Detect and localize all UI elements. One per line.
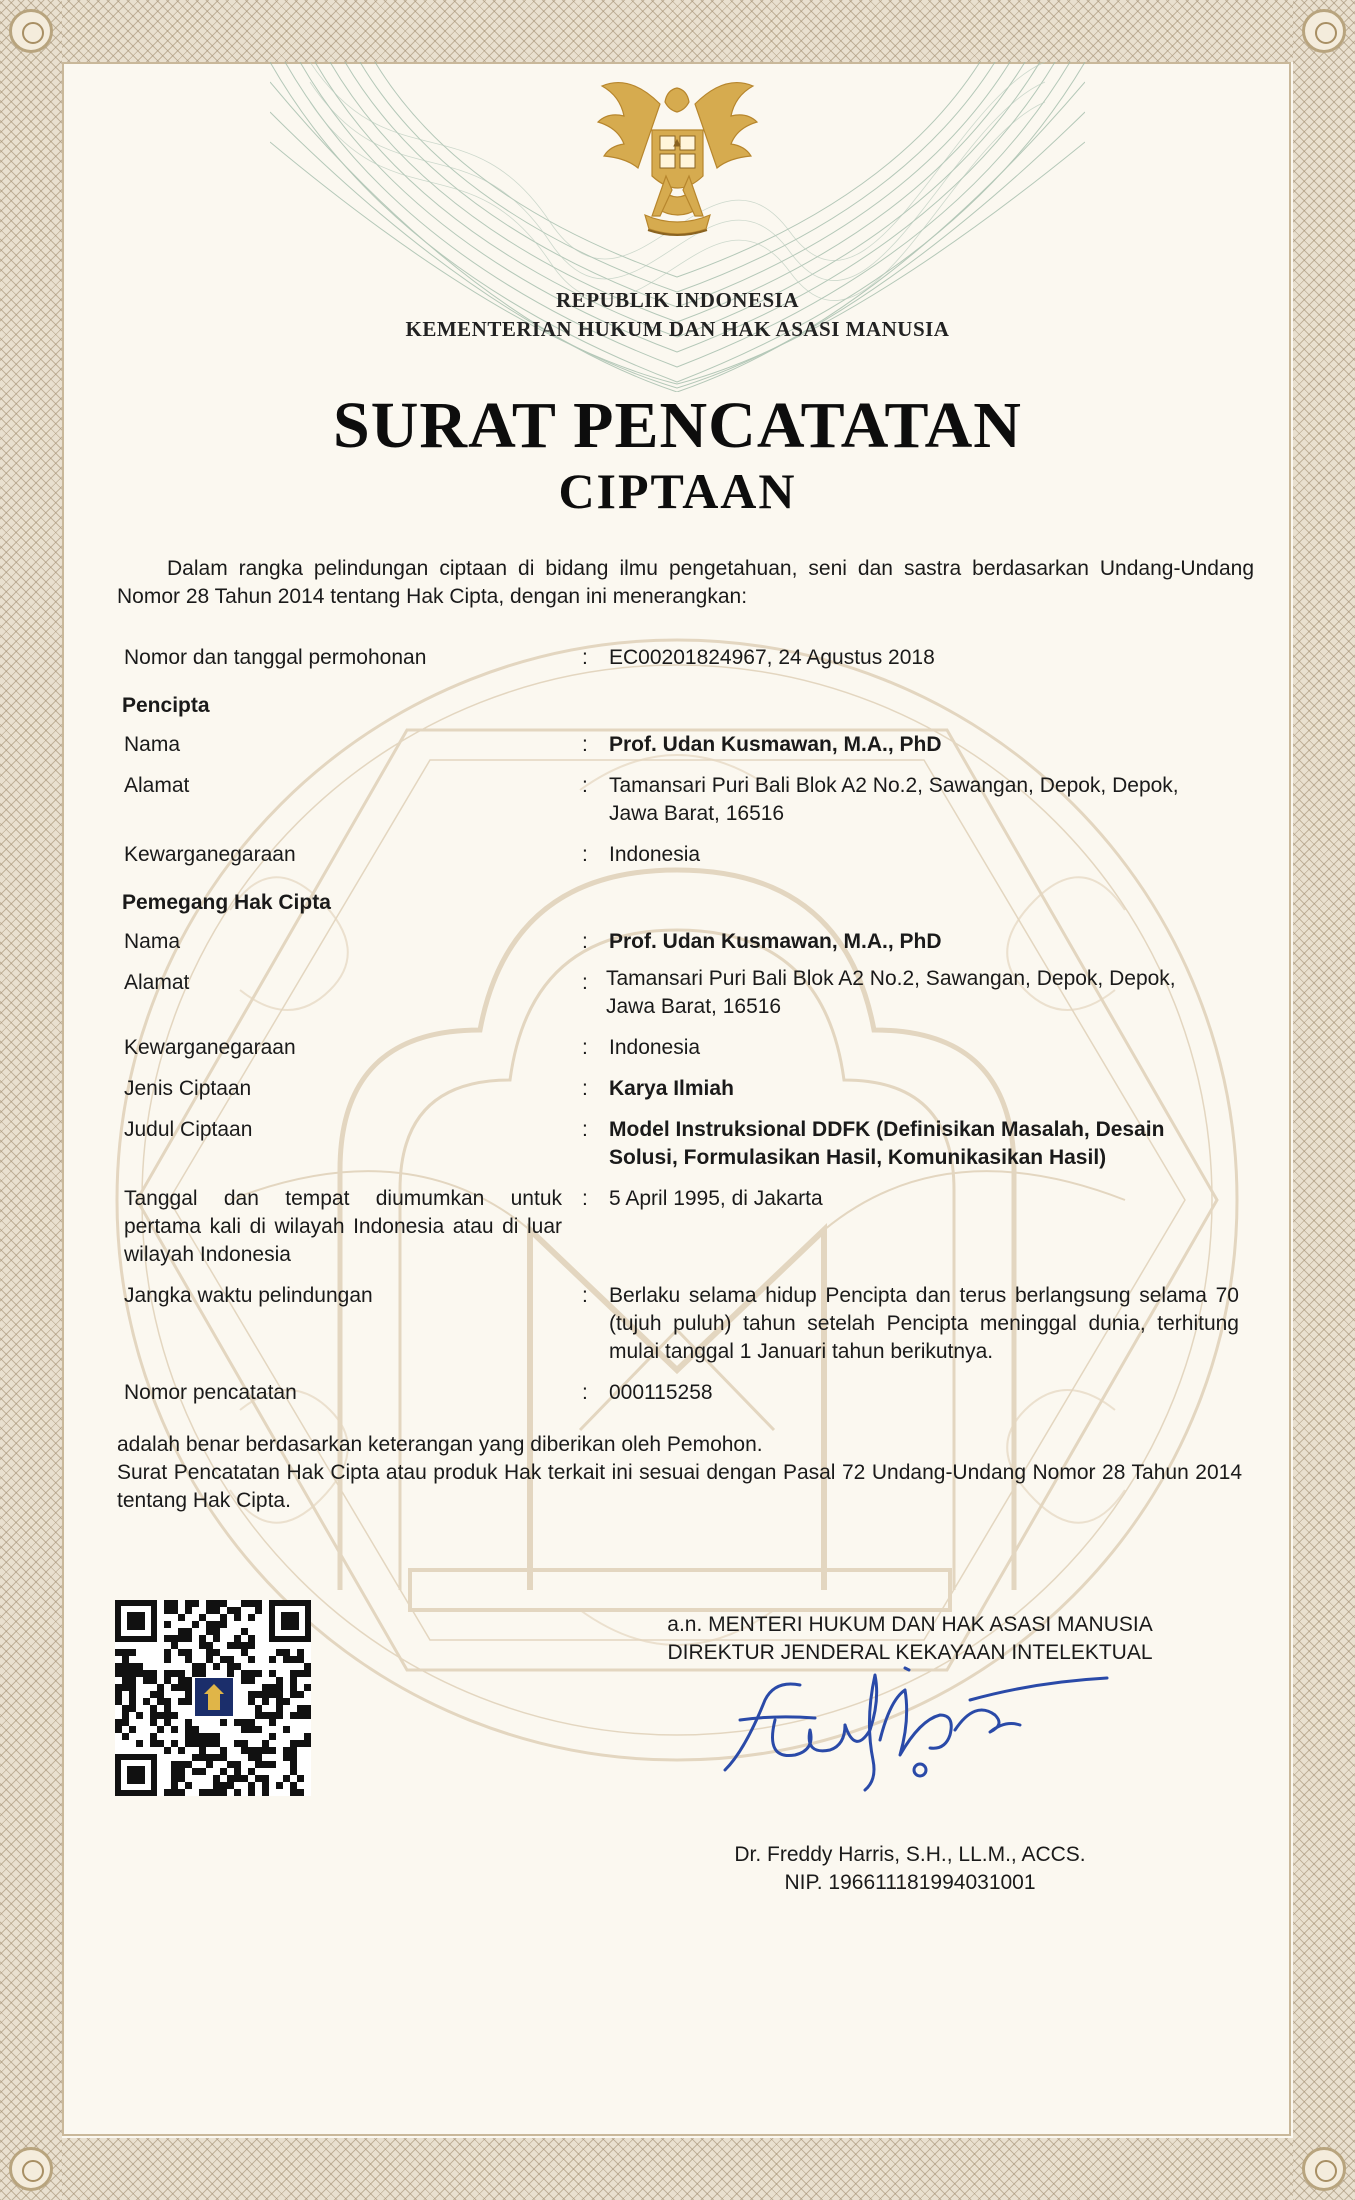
garuda-emblem-icon bbox=[590, 70, 765, 250]
colon: : bbox=[582, 1036, 588, 1059]
application-label: Nomor dan tanggal permohonan bbox=[124, 646, 427, 669]
jenis-ciptaan-label: Jenis Ciptaan bbox=[124, 1077, 252, 1100]
colon: : bbox=[582, 843, 588, 866]
application-value: EC00201824967, 24 Agustus 2018 bbox=[609, 646, 935, 669]
judul-ciptaan-line2: Solusi, Formulasikan Hasil, Komunikasikan Hasil) bbox=[609, 1146, 1107, 1169]
pemegang-nama-value: Prof. Udan Kusmawan, M.A., PhD bbox=[609, 930, 942, 953]
header-republik: REPUBLIK INDONESIA bbox=[556, 288, 799, 312]
intro-paragraph: Dalam rangka pelindungan ciptaan di bidang ilmu pengetahuan, seni dan sastra berdasarkan Undang-Undang Nomor 28 Tahun 2014 tentang Hak Cipta, dengan ini menerangkan: bbox=[117, 557, 1254, 608]
colon: : bbox=[582, 733, 588, 756]
signatory-nip: NIP. 196611181994031001 bbox=[784, 1871, 1036, 1894]
handwritten-signature bbox=[705, 1660, 1115, 1800]
signatory-line1: a.n. MENTERI HUKUM DAN HAK ASASI MANUSIA bbox=[667, 1613, 1153, 1636]
footer-legal-basis: Surat Pencatatan Hak Cipta atau produk Hak terkait ini sesuai dengan Pasal 72 Undang-Undang Nomor 28 Tahun 2014 tentang Hak Cipta. bbox=[117, 1461, 1242, 1512]
colon: : bbox=[582, 1381, 588, 1404]
colon: : bbox=[582, 646, 588, 669]
corner-rosette-icon bbox=[9, 9, 53, 53]
jangka-waktu-value: Berlaku selama hidup Pencipta dan terus berlangsung selama 70 (tujuh puluh) tahun setelah Pencipta meninggal dunia, terhitung mulai tanggal 1 Januari tahun berikutnya. bbox=[609, 1284, 1239, 1363]
pemegang-alamat-line1: Tamansari Puri Bali Blok A2 No.2, Sawangan, Depok, Depok, bbox=[606, 967, 1176, 990]
pemegang-nama-label: Nama bbox=[124, 930, 181, 953]
jenis-ciptaan-value: Karya Ilmiah bbox=[609, 1077, 734, 1100]
corner-rosette-icon bbox=[9, 2147, 53, 2191]
colon: : bbox=[582, 1187, 588, 1210]
judul-ciptaan-line1: Model Instruksional DDFK (Definisikan Masalah, Desain bbox=[609, 1118, 1165, 1141]
jangka-waktu-label: Jangka waktu pelindungan bbox=[124, 1284, 373, 1307]
colon: : bbox=[582, 1118, 588, 1141]
nomor-pencatatan-value: 000115258 bbox=[609, 1381, 713, 1404]
qr-code[interactable] bbox=[115, 1600, 311, 1796]
colon: : bbox=[582, 930, 588, 953]
nomor-pencatatan-label: Nomor pencatatan bbox=[124, 1381, 297, 1404]
section-pencipta-heading: Pencipta bbox=[122, 694, 210, 717]
signatory-name: Dr. Freddy Harris, S.H., LL.M., ACCS. bbox=[734, 1843, 1086, 1866]
pencipta-nama-label: Nama bbox=[124, 733, 181, 756]
pemegang-kewarganegaraan-label: Kewarganegaraan bbox=[124, 1036, 296, 1059]
ornamental-border-bottom bbox=[0, 2138, 1355, 2200]
colon: : bbox=[582, 1284, 588, 1307]
footer-statement: adalah benar berdasarkan keterangan yang diberikan oleh Pemohon. bbox=[117, 1433, 763, 1456]
corner-rosette-icon bbox=[1302, 9, 1346, 53]
document-subtitle: CIPTAAN bbox=[558, 463, 797, 519]
pencipta-alamat-line2: Jawa Barat, 16516 bbox=[609, 802, 785, 825]
colon: : bbox=[582, 774, 588, 797]
tanggal-diumumkan-label: Tanggal dan tempat diumumkan untuk pertama kali di wilayah Indonesia atau di luar wilayah Indonesia bbox=[124, 1187, 562, 1266]
pencipta-alamat-line1: Tamansari Puri Bali Blok A2 No.2, Sawangan, Depok, Depok, bbox=[609, 774, 1179, 797]
ornamental-border-top bbox=[0, 0, 1355, 62]
pencipta-alamat-label: Alamat bbox=[124, 774, 190, 797]
pencipta-nama-value: Prof. Udan Kusmawan, M.A., PhD bbox=[609, 733, 942, 756]
pencipta-kewarganegaraan-label: Kewarganegaraan bbox=[124, 843, 296, 866]
pemegang-alamat-line2: Jawa Barat, 16516 bbox=[606, 995, 782, 1018]
section-pemegang-heading: Pemegang Hak Cipta bbox=[122, 891, 331, 914]
tanggal-diumumkan-value: 5 April 1995, di Jakarta bbox=[609, 1187, 823, 1210]
pemegang-alamat-label: Alamat bbox=[124, 971, 190, 994]
header-kementerian: KEMENTERIAN HUKUM DAN HAK ASASI MANUSIA bbox=[405, 317, 950, 341]
colon: : bbox=[582, 1077, 588, 1100]
judul-ciptaan-label: Judul Ciptaan bbox=[124, 1118, 253, 1141]
document-title: SURAT PENCATATAN bbox=[333, 389, 1022, 462]
pencipta-kewarganegaraan-value: Indonesia bbox=[609, 843, 701, 866]
corner-rosette-icon bbox=[1302, 2147, 1346, 2191]
pemegang-kewarganegaraan-value: Indonesia bbox=[609, 1036, 701, 1059]
signatory-line2: DIREKTUR JENDERAL KEKAYAAN INTELEKTUAL bbox=[667, 1641, 1153, 1664]
colon: : bbox=[582, 971, 588, 994]
